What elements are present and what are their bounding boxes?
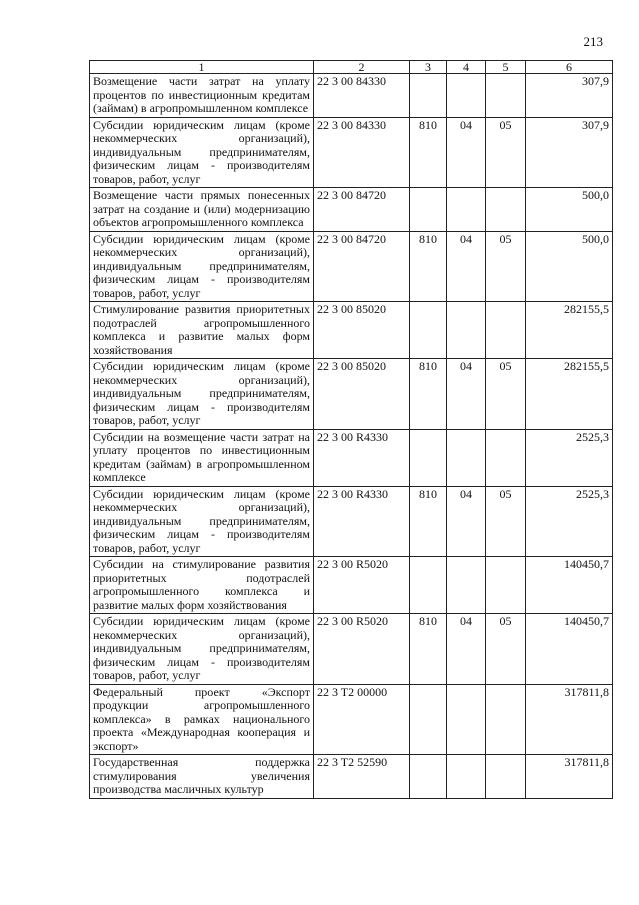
row-amount: 317811,8 <box>526 684 613 755</box>
table-row <box>90 117 613 188</box>
row-col5: 05 <box>486 486 526 557</box>
row-amount: 140450,7 <box>526 557 613 614</box>
row-description: Субсидии на возмещение части затрат на уплату процентов по инвестиционным кредитам (займам) в агропромышленном комплексе <box>90 429 314 486</box>
row-col4: 04 <box>447 117 486 188</box>
table-row <box>90 614 613 685</box>
row-code: 22 3 00 84720 <box>314 188 410 232</box>
column-header-4: 4 <box>447 61 486 74</box>
column-header-2: 2 <box>314 61 410 74</box>
row-col3 <box>410 302 447 359</box>
row-col3: 810 <box>410 359 447 430</box>
row-col3 <box>410 429 447 486</box>
row-code: 22 3 00 85020 <box>314 302 410 359</box>
row-col4: 04 <box>447 231 486 302</box>
row-col3 <box>410 188 447 232</box>
row-description: Стимулирование развития приоритетных подотраслей агропромышленного комплекса и развитие малых форм хозяйствования <box>90 302 314 359</box>
table-row <box>90 429 613 486</box>
column-header-3: 3 <box>410 61 447 74</box>
table-body <box>90 74 613 799</box>
row-code: 22 3 T2 00000 <box>314 684 410 755</box>
row-col5 <box>486 755 526 799</box>
table-row <box>90 557 613 614</box>
row-col5: 05 <box>486 117 526 188</box>
row-description: Государственная поддержка стимулирования увеличения производства масличных культур <box>90 755 314 799</box>
row-description: Субсидии юридическим лицам (кроме некоммерческих организаций), индивидуальным предпринимателям, физическим лицам - производителям товаров, работ, услуг <box>90 117 314 188</box>
row-amount: 500,0 <box>526 188 613 232</box>
row-amount: 140450,7 <box>526 614 613 685</box>
row-col4 <box>447 74 486 118</box>
row-code: 22 3 00 R4330 <box>314 429 410 486</box>
row-col3: 810 <box>410 614 447 685</box>
row-col5: 05 <box>486 231 526 302</box>
row-col4: 04 <box>447 614 486 685</box>
row-col3: 810 <box>410 486 447 557</box>
row-col5 <box>486 74 526 118</box>
row-code: 22 3 00 84330 <box>314 117 410 188</box>
row-amount: 282155,5 <box>526 302 613 359</box>
row-description: Возмещение части затрат на уплату процентов по инвестиционным кредитам (займам) в агропромышленном комплексе <box>90 74 314 118</box>
row-col5 <box>486 429 526 486</box>
row-col4 <box>447 755 486 799</box>
page-number: 213 <box>583 34 603 49</box>
row-code: 22 3 00 84720 <box>314 231 410 302</box>
row-description: Возмещение части прямых понесенных затрат на создание и (или) модернизацию объектов агропромышленного комплекса <box>90 188 314 232</box>
row-amount: 2525,3 <box>526 486 613 557</box>
column-header-6: 6 <box>526 61 613 74</box>
row-col4: 04 <box>447 359 486 430</box>
row-description: Субсидии юридическим лицам (кроме некоммерческих организаций), индивидуальным предпринимателям, физическим лицам - производителям товаров, работ, услуг <box>90 486 314 557</box>
row-amount: 500,0 <box>526 231 613 302</box>
row-description: Субсидии юридическим лицам (кроме некоммерческих организаций), индивидуальным предпринимателям, физическим лицам - производителям товаров, работ, услуг <box>90 614 314 685</box>
row-col4 <box>447 557 486 614</box>
row-col3 <box>410 755 447 799</box>
row-col4 <box>447 429 486 486</box>
row-amount: 317811,8 <box>526 755 613 799</box>
row-col5: 05 <box>486 359 526 430</box>
row-col4 <box>447 302 486 359</box>
row-col5 <box>486 188 526 232</box>
row-description: Субсидии на стимулирование развития приоритетных подотраслей агропромышленного комплекса и развитие малых форм хозяйствования <box>90 557 314 614</box>
table-row <box>90 231 613 302</box>
row-code: 22 3 00 85020 <box>314 359 410 430</box>
row-code: 22 3 00 R5020 <box>314 557 410 614</box>
row-amount: 282155,5 <box>526 359 613 430</box>
row-code: 22 3 00 R5020 <box>314 614 410 685</box>
table-row <box>90 684 613 755</box>
row-col3 <box>410 557 447 614</box>
column-header-1: 1 <box>90 61 314 74</box>
row-col3 <box>410 684 447 755</box>
row-col5 <box>486 684 526 755</box>
column-header-5: 5 <box>486 61 526 74</box>
row-col5: 05 <box>486 614 526 685</box>
row-col3: 810 <box>410 231 447 302</box>
table-row <box>90 74 613 118</box>
row-amount: 2525,3 <box>526 429 613 486</box>
row-code: 22 3 T2 52590 <box>314 755 410 799</box>
row-code: 22 3 00 R4330 <box>314 486 410 557</box>
row-description: Субсидии юридическим лицам (кроме некоммерческих организаций), индивидуальным предпринимателям, физическим лицам - производителям товаров, работ, услуг <box>90 359 314 430</box>
row-amount: 307,9 <box>526 74 613 118</box>
row-col5 <box>486 557 526 614</box>
table-row <box>90 755 613 799</box>
row-description: Субсидии юридическим лицам (кроме некоммерческих организаций), индивидуальным предпринимателям, физическим лицам - производителям товаров, работ, услуг <box>90 231 314 302</box>
row-col3 <box>410 74 447 118</box>
table-row <box>90 302 613 359</box>
header-row <box>90 61 613 74</box>
row-col4 <box>447 684 486 755</box>
row-amount: 307,9 <box>526 117 613 188</box>
row-col4: 04 <box>447 486 486 557</box>
table-row <box>90 486 613 557</box>
table-row <box>90 188 613 232</box>
row-description: Федеральный проект «Экспорт продукции агропромышленного комплекса» в рамках национального проекта «Международная кооперация и экспорт» <box>90 684 314 755</box>
row-code: 22 3 00 84330 <box>314 74 410 118</box>
table-row <box>90 359 613 430</box>
row-col3: 810 <box>410 117 447 188</box>
budget-table <box>89 60 613 799</box>
row-col5 <box>486 302 526 359</box>
row-col4 <box>447 188 486 232</box>
